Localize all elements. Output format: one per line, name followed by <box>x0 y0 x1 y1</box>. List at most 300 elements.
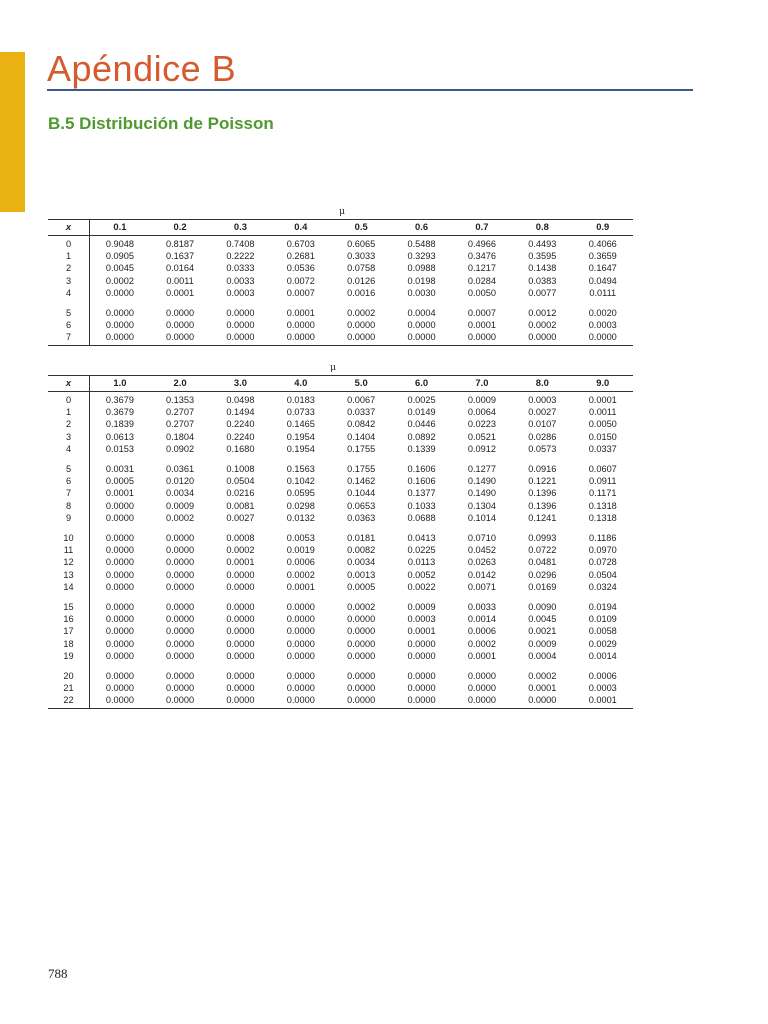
x-value-cell: 17 <box>48 625 90 637</box>
probability-cell: 0.0000 <box>226 671 255 682</box>
table-header <box>48 376 633 392</box>
probability-cell: 0.1606 <box>407 476 436 487</box>
x-value-cell: 2 <box>48 418 90 430</box>
probability-cell: 0.0052 <box>407 569 436 580</box>
probability-cell: 0.0001 <box>286 308 315 319</box>
probability-cell: 0.0011 <box>166 275 194 286</box>
x-value-cell: 2 <box>48 262 90 274</box>
probability-cell: 0.0027 <box>226 512 255 523</box>
probability-cell: 0.0000 <box>105 581 134 592</box>
probability-cell: 0.6703 <box>286 239 315 249</box>
probability-cell: 0.0688 <box>407 512 436 523</box>
probability-cell: 0.1014 <box>467 512 496 523</box>
probability-cell: 0.0027 <box>528 407 557 418</box>
probability-cell: 0.0000 <box>407 683 436 694</box>
table-row <box>48 392 633 407</box>
probability-cell: 0.0000 <box>226 569 255 580</box>
probability-cell: 0.0000 <box>226 650 255 661</box>
probability-cell: 0.0013 <box>347 569 376 580</box>
probability-cell: 0.0000 <box>467 671 496 682</box>
probability-cell: 0.0216 <box>226 488 255 499</box>
probability-cell: 0.0452 <box>467 545 496 556</box>
probability-cell: 0.0000 <box>286 671 315 682</box>
probability-cell: 0.3679 <box>105 395 134 405</box>
x-value-cell: 19 <box>48 650 90 662</box>
probability-cell: 0.0000 <box>467 683 496 694</box>
row-group <box>48 593 633 662</box>
probability-cell: 0.0009 <box>467 395 496 405</box>
probability-cell: 0.0000 <box>166 602 195 613</box>
probability-cell: 0.0000 <box>347 626 376 637</box>
probability-cell: 0.0000 <box>105 626 134 637</box>
probability-cell: 0.1396 <box>528 500 557 511</box>
mu-label-table-2: μ <box>330 363 336 373</box>
mu-column-header: 6.0 <box>415 377 429 389</box>
table-row <box>48 694 633 708</box>
section-title: B.5 Distribución de Poisson <box>48 114 274 133</box>
probability-cell: 0.0000 <box>286 638 315 649</box>
row-group <box>48 392 633 456</box>
probability-cell: 0.0758 <box>347 263 376 274</box>
probability-cell: 0.0000 <box>286 320 315 331</box>
table-row <box>48 544 633 556</box>
probability-cell: 0.0004 <box>528 650 557 661</box>
probability-cell: 0.0000 <box>286 332 315 343</box>
probability-cell: 0.3659 <box>588 251 617 262</box>
probability-cell: 0.0000 <box>105 533 134 544</box>
probability-cell: 0.0988 <box>407 263 436 274</box>
probability-cell: 0.0009 <box>528 638 557 649</box>
probability-cell: 0.1954 <box>286 443 315 454</box>
probability-cell: 0.1186 <box>589 533 617 544</box>
probability-cell: 0.1462 <box>347 476 376 487</box>
probability-cell: 0.0082 <box>347 545 376 556</box>
table-row <box>48 662 633 682</box>
probability-cell: 0.0000 <box>467 695 496 706</box>
x-value-cell: 5 <box>48 299 90 319</box>
probability-cell: 0.0107 <box>528 419 557 430</box>
probability-cell: 0.0000 <box>347 332 376 343</box>
probability-cell: 0.0029 <box>588 638 617 649</box>
x-column-header: x <box>48 220 90 236</box>
probability-cell: 0.3033 <box>347 251 376 262</box>
probability-cell: 0.0000 <box>347 695 376 706</box>
probability-cell: 0.0000 <box>105 500 134 511</box>
probability-cell: 0.0011 <box>589 407 617 418</box>
mu-column-header: 0.2 <box>173 221 187 233</box>
table-row <box>48 556 633 568</box>
probability-cell: 0.0000 <box>105 287 134 298</box>
probability-cell: 0.0194 <box>588 602 617 613</box>
x-value-cell: 16 <box>48 613 90 625</box>
probability-cell: 0.1277 <box>467 464 496 475</box>
probability-cell: 0.0000 <box>286 614 315 625</box>
probability-cell: 0.1755 <box>347 443 376 454</box>
probability-cell: 0.0001 <box>105 488 134 499</box>
probability-cell: 0.0000 <box>166 614 195 625</box>
probability-cell: 0.1637 <box>166 251 195 262</box>
probability-cell: 0.0000 <box>226 602 255 613</box>
mu-column-header: 5.0 <box>354 377 368 389</box>
probability-cell: 0.0014 <box>588 650 617 661</box>
probability-cell: 0.0002 <box>467 638 496 649</box>
probability-cell: 0.0607 <box>588 464 617 475</box>
probability-cell: 0.0000 <box>226 581 255 592</box>
probability-cell: 0.0153 <box>105 443 134 454</box>
probability-cell: 0.0000 <box>166 533 195 544</box>
probability-cell: 0.0005 <box>105 476 134 487</box>
probability-cell: 0.0504 <box>588 569 617 580</box>
probability-cell: 0.0150 <box>588 431 617 442</box>
probability-cell: 0.0000 <box>166 638 195 649</box>
probability-cell: 0.0361 <box>166 464 195 475</box>
probability-cell: 0.0536 <box>286 263 315 274</box>
x-value-cell: 4 <box>48 287 90 299</box>
probability-cell: 0.0169 <box>528 581 557 592</box>
probability-cell: 0.0050 <box>588 419 617 430</box>
probability-cell: 0.0337 <box>347 407 376 418</box>
probability-cell: 0.0000 <box>347 671 376 682</box>
probability-cell: 0.0000 <box>528 695 557 706</box>
probability-cell: 0.0001 <box>588 395 617 405</box>
probability-cell: 0.0298 <box>286 500 315 511</box>
probability-cell: 0.0000 <box>347 614 376 625</box>
probability-cell: 0.1804 <box>166 431 195 442</box>
probability-cell: 0.0022 <box>407 581 436 592</box>
probability-cell: 0.0109 <box>588 614 617 625</box>
probability-cell: 0.0001 <box>407 626 436 637</box>
probability-cell: 0.4966 <box>467 239 496 249</box>
probability-cell: 0.0363 <box>347 512 376 523</box>
table-row <box>48 638 633 650</box>
probability-cell: 0.0613 <box>105 431 134 442</box>
probability-cell: 0.1353 <box>166 395 195 405</box>
title-rule <box>47 89 693 91</box>
probability-cell: 0.4066 <box>588 239 617 249</box>
probability-cell: 0.0000 <box>105 650 134 661</box>
table-row <box>48 650 633 662</box>
probability-cell: 0.0000 <box>407 650 436 661</box>
probability-cell: 0.0000 <box>105 683 134 694</box>
probability-cell: 0.0020 <box>588 308 617 319</box>
x-value-cell: 0 <box>48 392 90 407</box>
probability-cell: 0.0000 <box>467 332 496 343</box>
table-row <box>48 524 633 544</box>
probability-cell: 0.0012 <box>528 308 557 319</box>
probability-cell: 0.0003 <box>226 287 255 298</box>
x-value-cell: 3 <box>48 431 90 443</box>
appendix-tab-marker <box>0 52 25 212</box>
probability-cell: 0.0183 <box>286 395 315 405</box>
probability-cell: 0.1465 <box>286 419 315 430</box>
probability-cell: 0.0000 <box>226 332 255 343</box>
probability-cell: 0.2240 <box>226 419 255 430</box>
x-value-cell: 6 <box>48 475 90 487</box>
probability-cell: 0.3476 <box>467 251 496 262</box>
probability-cell: 0.0001 <box>467 650 496 661</box>
probability-cell: 0.0000 <box>105 557 134 568</box>
probability-cell: 0.1318 <box>588 500 617 511</box>
probability-cell: 0.2681 <box>286 251 315 262</box>
mu-column-header: 4.0 <box>294 377 308 389</box>
x-value-cell: 20 <box>48 662 90 682</box>
x-value-cell: 12 <box>48 556 90 568</box>
probability-cell: 0.1241 <box>528 512 557 523</box>
probability-cell: 0.0383 <box>528 275 557 286</box>
probability-cell: 0.0000 <box>166 671 195 682</box>
probability-cell: 0.0722 <box>528 545 557 556</box>
probability-cell: 0.1755 <box>347 464 376 475</box>
x-value-cell: 13 <box>48 569 90 581</box>
probability-cell: 0.0019 <box>286 545 315 556</box>
table-row <box>48 262 633 274</box>
mu-label-table-1: μ <box>339 207 345 217</box>
probability-cell: 0.0002 <box>105 275 134 286</box>
mu-column-header: 9.0 <box>596 377 610 389</box>
probability-cell: 0.0905 <box>105 251 134 262</box>
probability-cell: 0.0014 <box>467 614 496 625</box>
probability-cell: 0.0000 <box>226 695 255 706</box>
x-value-cell: 7 <box>48 331 90 345</box>
row-group <box>48 662 633 708</box>
probability-cell: 0.0710 <box>467 533 496 544</box>
table-row <box>48 487 633 499</box>
probability-cell: 0.0000 <box>105 671 134 682</box>
probability-cell: 0.0003 <box>588 683 617 694</box>
probability-cell: 0.0000 <box>226 638 255 649</box>
probability-cell: 0.0149 <box>407 407 436 418</box>
probability-cell: 0.0000 <box>105 332 134 343</box>
x-value-cell: 5 <box>48 455 90 475</box>
probability-cell: 0.0034 <box>166 488 195 499</box>
table-row <box>48 406 633 418</box>
table-row <box>48 275 633 287</box>
probability-cell: 0.0000 <box>105 545 134 556</box>
mu-column-header: 1.0 <box>113 377 127 389</box>
probability-cell: 0.0000 <box>347 320 376 331</box>
mu-column-header: 0.1 <box>113 221 127 233</box>
x-value-cell: 1 <box>48 250 90 262</box>
probability-cell: 0.0912 <box>467 443 496 454</box>
table-row <box>48 500 633 512</box>
probability-cell: 0.0004 <box>407 308 436 319</box>
mu-column-header: 0.9 <box>596 221 610 233</box>
probability-cell: 0.0000 <box>105 602 134 613</box>
table-row <box>48 569 633 581</box>
x-value-cell: 8 <box>48 500 90 512</box>
probability-cell: 0.8187 <box>166 239 195 249</box>
table-row <box>48 593 633 613</box>
probability-cell: 0.0067 <box>347 395 376 405</box>
x-value-cell: 11 <box>48 544 90 556</box>
probability-cell: 0.0000 <box>105 512 134 523</box>
probability-cell: 0.0733 <box>286 407 315 418</box>
probability-cell: 0.0000 <box>286 695 315 706</box>
probability-cell: 0.9048 <box>105 239 134 249</box>
x-value-cell: 22 <box>48 694 90 708</box>
probability-cell: 0.0025 <box>407 395 436 405</box>
table-row <box>48 418 633 430</box>
probability-cell: 0.0009 <box>407 602 436 613</box>
probability-cell: 0.0198 <box>407 275 436 286</box>
probability-cell: 0.0000 <box>105 638 134 649</box>
probability-cell: 0.0413 <box>407 533 436 544</box>
x-column-header: x <box>48 376 90 392</box>
table-row <box>48 625 633 637</box>
probability-cell: 0.0077 <box>528 287 557 298</box>
probability-cell: 0.0000 <box>105 308 134 319</box>
probability-cell: 0.1221 <box>528 476 557 487</box>
x-value-cell: 21 <box>48 682 90 694</box>
probability-cell: 0.2222 <box>226 251 255 262</box>
probability-cell: 0.0033 <box>226 275 255 286</box>
probability-cell: 0.0034 <box>347 557 376 568</box>
probability-cell: 0.1044 <box>347 488 376 499</box>
probability-cell: 0.0005 <box>347 581 376 592</box>
probability-cell: 0.0494 <box>588 275 617 286</box>
probability-cell: 0.0132 <box>286 512 315 523</box>
poisson-table-large-mu <box>48 375 633 709</box>
mu-column-header: 0.8 <box>535 221 549 233</box>
probability-cell: 0.0058 <box>588 626 617 637</box>
probability-cell: 0.0000 <box>347 638 376 649</box>
probability-cell: 0.0142 <box>467 569 496 580</box>
probability-cell: 0.1606 <box>407 464 436 475</box>
probability-cell: 0.0000 <box>166 557 195 568</box>
probability-cell: 0.0002 <box>226 545 255 556</box>
x-value-cell: 4 <box>48 443 90 455</box>
probability-cell: 0.1404 <box>347 431 376 442</box>
probability-cell: 0.2707 <box>166 419 195 430</box>
x-value-cell: 14 <box>48 581 90 593</box>
probability-cell: 0.0223 <box>467 419 496 430</box>
probability-cell: 0.0284 <box>467 275 496 286</box>
row-group <box>48 524 633 593</box>
probability-cell: 0.1042 <box>286 476 315 487</box>
probability-cell: 0.0842 <box>347 419 376 430</box>
probability-cell: 0.0000 <box>105 569 134 580</box>
probability-cell: 0.0000 <box>286 626 315 637</box>
probability-cell: 0.0337 <box>588 443 617 454</box>
probability-cell: 0.0009 <box>166 500 195 511</box>
table-row <box>48 299 633 319</box>
probability-cell: 0.0993 <box>528 533 557 544</box>
probability-cell: 0.0000 <box>588 332 617 343</box>
probability-cell: 0.0113 <box>407 557 436 568</box>
probability-cell: 0.0000 <box>407 638 436 649</box>
probability-cell: 0.1954 <box>286 431 315 442</box>
table-row <box>48 431 633 443</box>
probability-cell: 0.0045 <box>105 263 134 274</box>
table-row <box>48 236 633 251</box>
table-row <box>48 682 633 694</box>
mu-column-header: 0.7 <box>475 221 489 233</box>
probability-cell: 0.0090 <box>528 602 557 613</box>
x-value-cell: 3 <box>48 275 90 287</box>
probability-cell: 0.0728 <box>588 557 617 568</box>
probability-cell: 0.1494 <box>226 407 255 418</box>
probability-cell: 0.0000 <box>166 569 195 580</box>
page-number: 788 <box>48 966 68 981</box>
probability-cell: 0.1171 <box>589 488 617 499</box>
table-row <box>48 613 633 625</box>
probability-cell: 0.0001 <box>286 581 315 592</box>
probability-cell: 0.0000 <box>166 683 195 694</box>
probability-cell: 0.0000 <box>105 320 134 331</box>
probability-cell: 0.1438 <box>528 263 557 274</box>
probability-cell: 0.0521 <box>467 431 496 442</box>
probability-cell: 0.0002 <box>528 671 557 682</box>
probability-cell: 0.0286 <box>528 431 557 442</box>
probability-cell: 0.0000 <box>226 320 255 331</box>
probability-cell: 0.0111 <box>589 287 617 298</box>
mu-column-header: 7.0 <box>475 377 489 389</box>
probability-cell: 0.0002 <box>528 320 557 331</box>
table-row <box>48 581 633 593</box>
x-value-cell: 9 <box>48 512 90 524</box>
probability-cell: 0.0653 <box>347 500 376 511</box>
probability-cell: 0.0072 <box>286 275 315 286</box>
row-group <box>48 236 633 300</box>
probability-cell: 0.0071 <box>467 581 496 592</box>
x-value-cell: 18 <box>48 638 90 650</box>
probability-cell: 0.2707 <box>166 407 195 418</box>
table-row <box>48 331 633 345</box>
probability-cell: 0.0006 <box>588 671 617 682</box>
mu-column-header: 0.4 <box>294 221 308 233</box>
mu-column-header: 0.3 <box>233 221 247 233</box>
probability-cell: 0.0892 <box>407 431 436 442</box>
probability-cell: 0.3293 <box>407 251 436 262</box>
probability-cell: 0.0050 <box>467 287 496 298</box>
table-row <box>48 287 633 299</box>
probability-cell: 0.0333 <box>226 263 255 274</box>
mu-column-header: 3.0 <box>233 377 247 389</box>
probability-cell: 0.0006 <box>286 557 315 568</box>
probability-cell: 0.0902 <box>166 443 195 454</box>
probability-cell: 0.0296 <box>528 569 557 580</box>
probability-cell: 0.1033 <box>407 500 436 511</box>
probability-cell: 0.1680 <box>226 443 255 454</box>
x-value-cell: 0 <box>48 236 90 251</box>
probability-cell: 0.0000 <box>166 308 195 319</box>
probability-cell: 0.0000 <box>226 308 255 319</box>
table-row <box>48 512 633 524</box>
probability-cell: 0.1839 <box>105 419 134 430</box>
mu-column-header: 0.6 <box>415 221 429 233</box>
x-value-cell: 1 <box>48 406 90 418</box>
row-group <box>48 455 633 524</box>
probability-cell: 0.0504 <box>226 476 255 487</box>
probability-cell: 0.0031 <box>105 464 134 475</box>
table-row <box>48 319 633 331</box>
table-header <box>48 220 633 236</box>
mu-column-header: 0.5 <box>354 221 368 233</box>
probability-cell: 0.0911 <box>589 476 617 487</box>
probability-cell: 0.0081 <box>226 500 255 511</box>
probability-cell: 0.0000 <box>407 320 436 331</box>
probability-cell: 0.6065 <box>347 239 376 249</box>
table-row <box>48 443 633 455</box>
probability-cell: 0.0002 <box>286 569 315 580</box>
probability-cell: 0.0324 <box>588 581 617 592</box>
probability-cell: 0.0000 <box>347 650 376 661</box>
table-row <box>48 250 633 262</box>
probability-cell: 0.0064 <box>467 407 496 418</box>
probability-cell: 0.0000 <box>528 332 557 343</box>
probability-cell: 0.0263 <box>467 557 496 568</box>
probability-cell: 0.1304 <box>467 500 496 511</box>
